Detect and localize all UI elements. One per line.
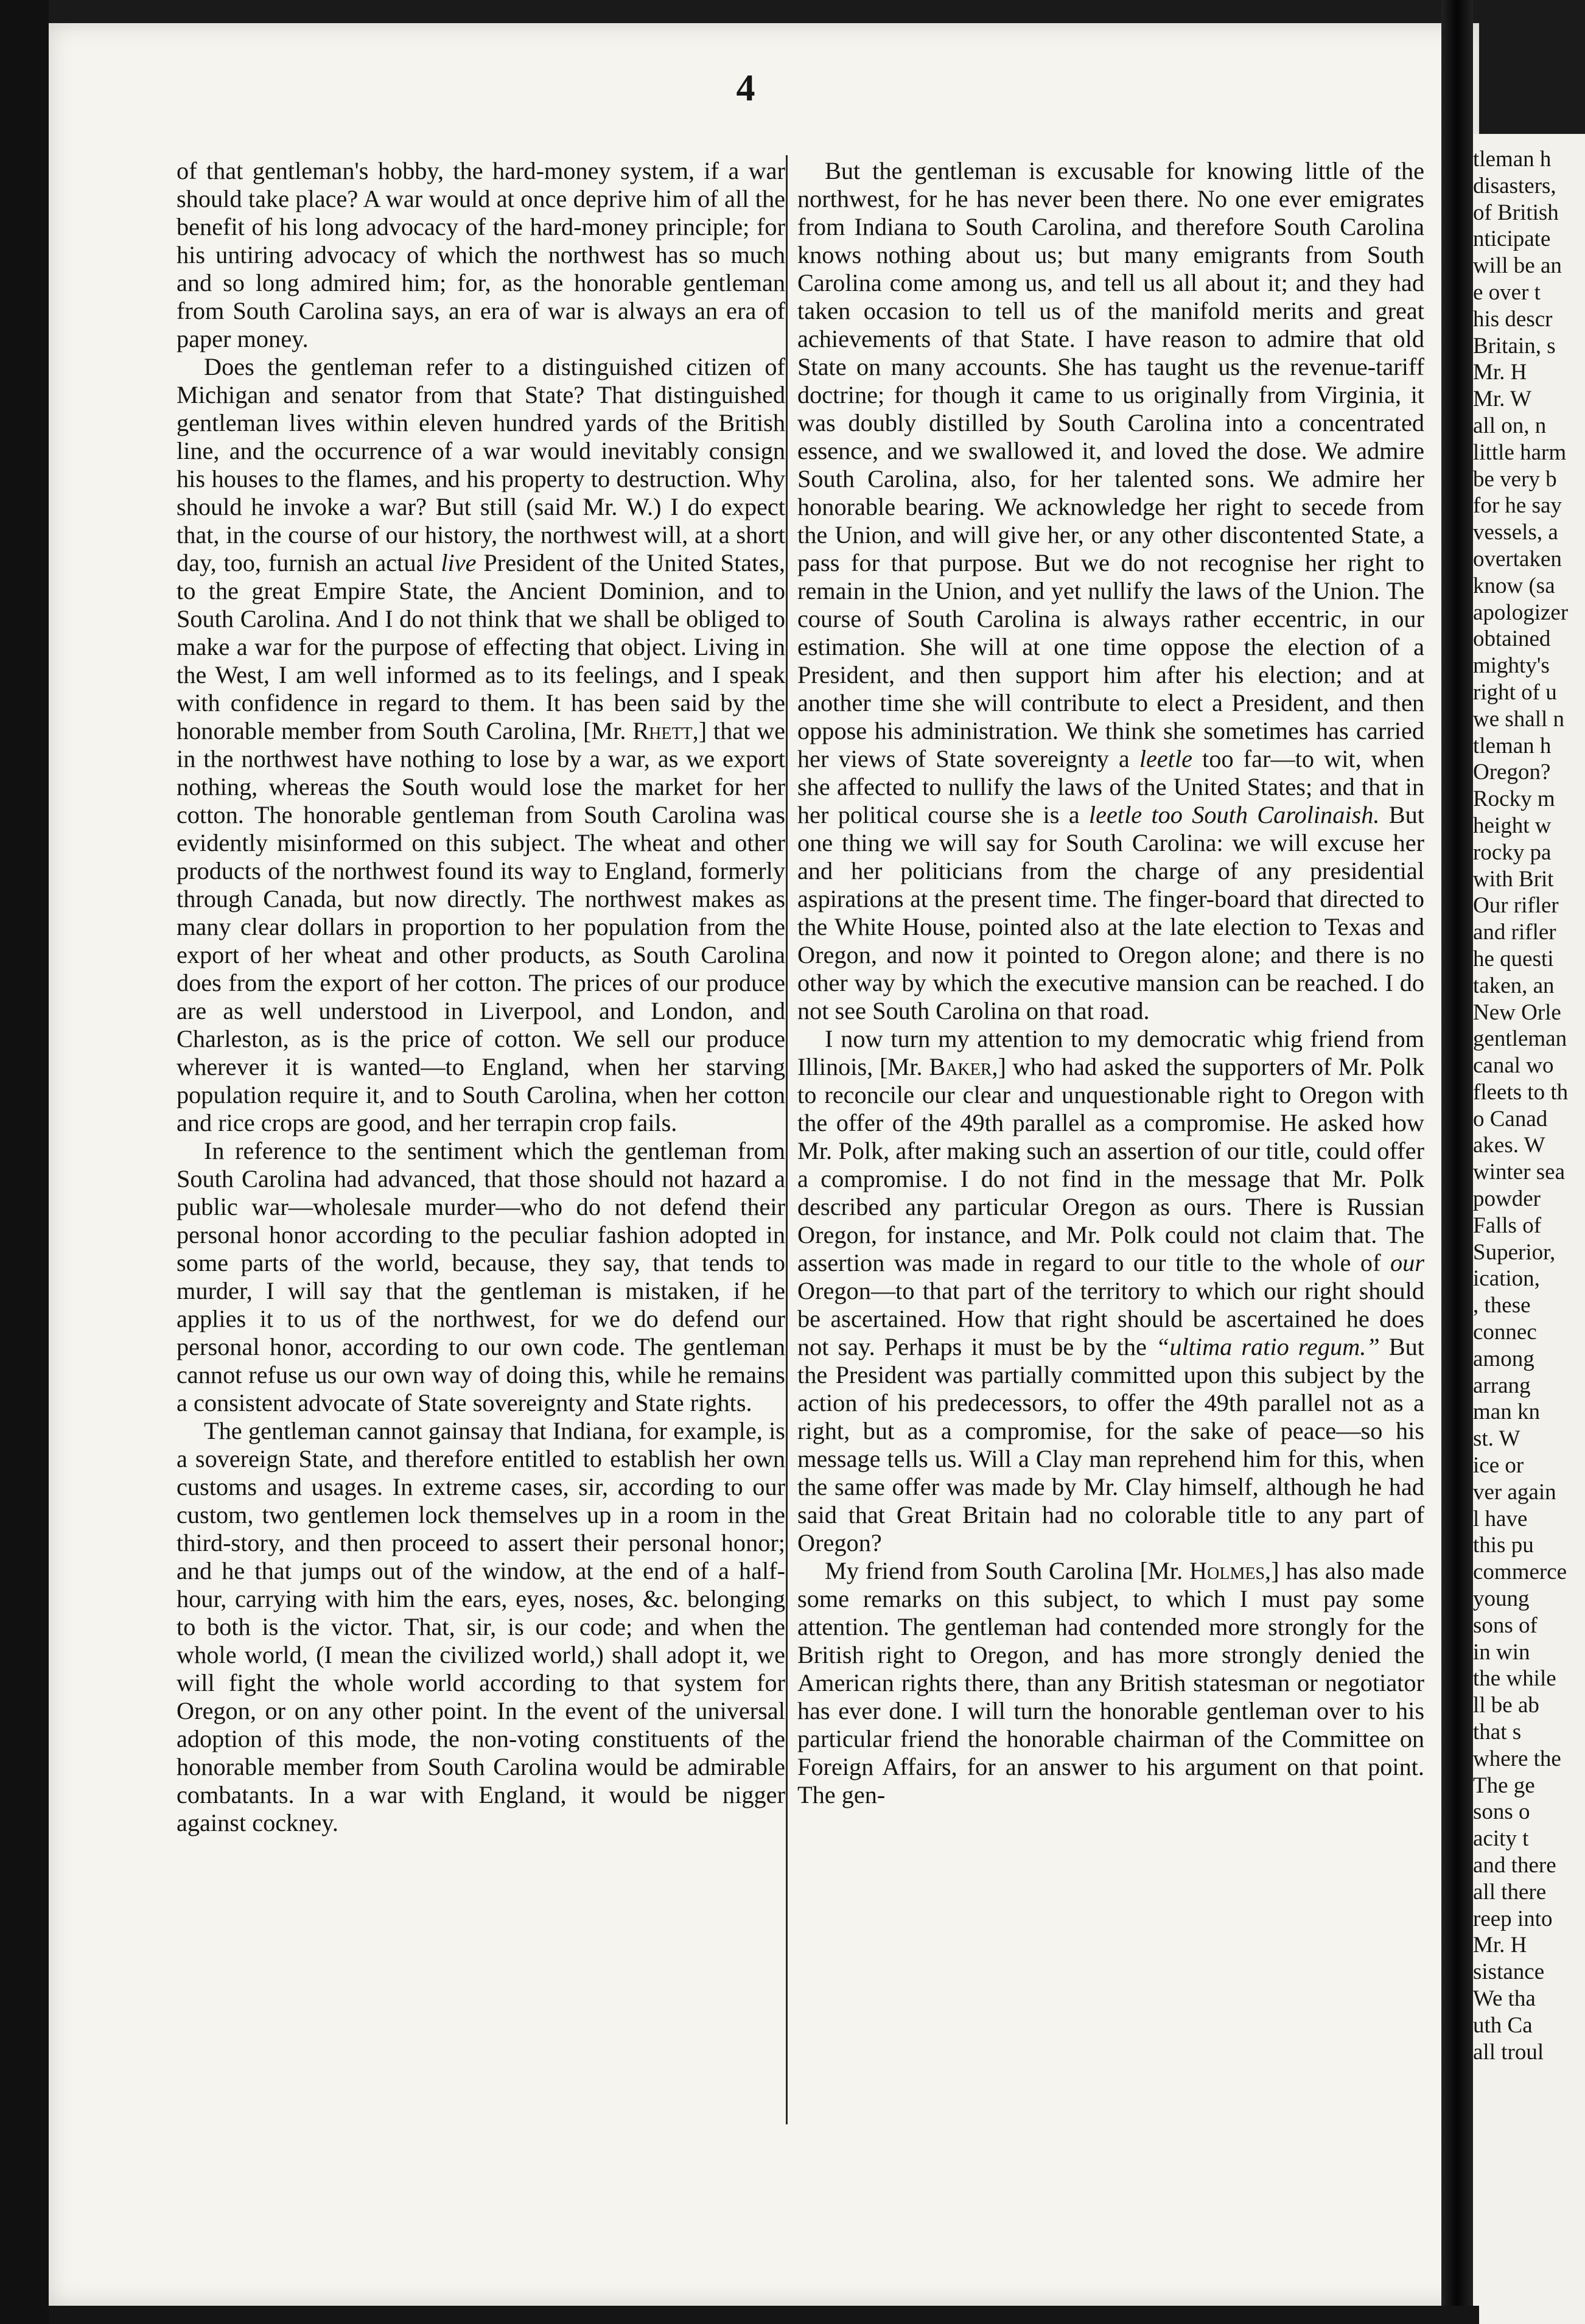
page-number: 4 — [736, 68, 755, 109]
name-rhett: Rhett, — [632, 717, 699, 744]
adjacent-page-line: Our rifler — [1473, 893, 1559, 919]
left-paragraph-2-part-a: Does the gentleman refer to a distinguished citizen of Michigan and senator from that State? That distinguished gentleman lives within eleven hundred yards of the British line, and the occurrence of a war would inevitably consign his houses to the flames, and his property to destruction. Why should he invoke a war? But still (said Mr. W.) I do expect that, in the course of our history, the northwest will, at a short day, too, furnish an actual — [177, 353, 785, 576]
adjacent-page-line: the while — [1473, 1666, 1556, 1692]
adjacent-page-text — [1473, 146, 1585, 2065]
adjacent-page-line: Mr. H — [1473, 360, 1527, 385]
adjacent-page-line: akes. W — [1473, 1133, 1545, 1158]
emphasis-leetle: leetle — [1139, 745, 1193, 772]
adjacent-page-line: Rocky m — [1473, 786, 1555, 812]
adjacent-page-line: Britain, s — [1473, 333, 1556, 359]
left-paragraph-2-part-b: President of the United States, to the great Empire State, the Ancient Dominion, and to South Carolina. And I do not think that we shall be obliged to make a war for the purpose of effecting that object. Living in the West, I am well informed as to its feelings, and I speak with confidence in regard to them. It has been said by the honorable member from South Carolina, [Mr. — [177, 549, 785, 744]
emphasis-south-carolinaish: leetle too South Carolinaish. — [1088, 801, 1380, 828]
right-paragraph-2-part-c: Oregon—to that part of the territory to which our right should be ascertained. How that right should be ascertained he does not say. Perhaps it must be by the — [797, 1277, 1424, 1360]
adjacent-page-line: powder — [1473, 1186, 1541, 1212]
scan-frame-bottom — [49, 2306, 1479, 2324]
adjacent-page-line: of British — [1473, 200, 1559, 225]
adjacent-page-line: winter sea — [1473, 1160, 1566, 1185]
adjacent-page-line: with Brit — [1473, 866, 1554, 892]
adjacent-page-line: that s — [1473, 1720, 1522, 1745]
left-paragraph-4: The gentleman cannot gainsay that Indiana, for example, is a sovereign State, and therefore entitled to establish her own customs and usages. In extreme cases, sir, according to our custom, two gentlemen lock themselves up in a room in the third-story, and then proceed to assert their personal honor; and he that jumps out of the window, at the end of a half-hour, carrying with him the ears, eyes, noses, &c. belonging to both is the victor. That, sir, is our code; and when the whole world, (I mean the civilized world,) shall adopt it, we will fight the whole world according to that system for Oregon, or on any other point. In the event of the universal adoption of this mode, the non-voting constituents of the honorable member from South Carolina would be admirable combatants. In a war with England, it would be nigger against cockney. — [177, 1417, 785, 1836]
right-paragraph-3 — [797, 1557, 1424, 1809]
adjacent-page-line: st. W — [1473, 1426, 1520, 1452]
adjacent-page-line: disasters, — [1473, 173, 1556, 198]
book-gutter — [1441, 0, 1473, 2324]
adjacent-page-line: all there — [1473, 1879, 1547, 1905]
right-paragraph-1-part-a: But the gentleman is excusable for knowing little of the northwest, for he has never been there. No one ever emigrates from Indiana to South Carolina, and therefore South Carolina knows nothing about us; but many emigrants from South Carolina come among us, and tell us all about it; and they had taken occasion to tell us of the manifold merits and great achievements of that State. I have reason to admire that old State on many accounts. She has taught us the revenue-tariff doctrine; for though it came to us originally from Virginia, it was doubly distilled by South Carolina into a concentrated essence, and we swallowed it, and loved the dose. We admire South Carolina, also, for her talented sons. We admire her honorable bearing. We acknowledge her right to secede from the Union, and will give her, or any other discontented State, a pass for that purpose. But we do not recognise her right to remain in the Union, and yet nullify the laws of the Union. The course of South Carolina is always rather eccentric, in our estimation. She will at one time oppose the election of a President, and then support him after his election; and at another time she will contribute to elect a President, and then oppose his administration. We think she sometimes has carried her views of State sovereignty a — [797, 157, 1424, 772]
adjacent-page-line: commerce — [1473, 1559, 1567, 1585]
adjacent-page-line: sistance — [1473, 1959, 1545, 1985]
right-paragraph-1 — [797, 157, 1424, 1025]
right-paragraph-2 — [797, 1025, 1424, 1557]
right-column — [797, 157, 1424, 1809]
adjacent-page-line: l have — [1473, 1506, 1528, 1531]
adjacent-page-line: and rifler — [1473, 920, 1556, 945]
adjacent-page-line: ll be ab — [1473, 1693, 1539, 1718]
adjacent-page-line: and there — [1473, 1853, 1556, 1878]
adjacent-page-line: ice or — [1473, 1453, 1524, 1479]
adjacent-page-line: New Orle — [1473, 999, 1561, 1025]
adjacent-page-line: gentleman — [1473, 1026, 1567, 1052]
right-paragraph-2-part-a: I now turn my attention to my democratic whig friend from Illinois, [Mr. — [797, 1025, 1424, 1080]
adjacent-page-line: ver again — [1473, 1479, 1556, 1505]
adjacent-page-line: taken, an — [1473, 973, 1555, 998]
adjacent-page-line: , these — [1473, 1293, 1531, 1318]
adjacent-page-line: in win — [1473, 1639, 1530, 1665]
adjacent-page-line: sons o — [1473, 1799, 1530, 1825]
column-divider — [786, 155, 788, 2124]
adjacent-page-line: Mr. W — [1473, 387, 1531, 412]
right-paragraph-3-part-a: My friend from South Carolina [Mr. — [825, 1557, 1183, 1584]
emphasis-our: our — [1390, 1249, 1425, 1276]
adjacent-page-line: e over t — [1473, 279, 1541, 305]
adjacent-page-line: fleets to th — [1473, 1079, 1569, 1105]
adjacent-page-line: young — [1473, 1586, 1530, 1612]
adjacent-page-line: Superior, — [1473, 1239, 1556, 1265]
emphasis-live: live — [441, 549, 477, 576]
adjacent-page-line: where the — [1473, 1746, 1561, 1771]
adjacent-page-line: o Canad — [1473, 1106, 1548, 1132]
left-paragraph-1: of that gentleman's hobby, the hard-money system, if a war should take place? A war would at once deprive him of all the benefit of his long advocacy of the hard-money principle; for his untiring advocacy of which the northwest has so much and so long admired him; for, as the honorable gentleman from South Carolina says, an era of war is always an era of paper money. — [177, 157, 785, 352]
adjacent-page-line: all troul — [1473, 2039, 1544, 2065]
adjacent-page-line: apologizer — [1473, 600, 1569, 625]
adjacent-page-line: will be an — [1473, 253, 1562, 279]
adjacent-page-line: nticipate — [1473, 226, 1551, 252]
adjacent-page-line: man kn — [1473, 1399, 1540, 1425]
left-paragraph-2 — [177, 353, 785, 1137]
adjacent-page-line: rocky pa — [1473, 839, 1552, 865]
adjacent-page-line: he questi — [1473, 946, 1554, 971]
adjacent-page-line: canal wo — [1473, 1053, 1554, 1079]
right-paragraph-1-part-c: But one thing we will say for South Carolina: we will excuse her and her politicians from the charge of any presidential aspirations at the present time. The finger-board that directed to the White House, pointed also at the late election to Texas and Oregon, and now it pointed to Oregon alone; and there is no other way by which the executive mansion can be reached. I do not see South Carolina on that road. — [797, 801, 1424, 1024]
adjacent-page-line: tleman h — [1473, 733, 1552, 758]
right-paragraph-3-part-b: ] has also made some remarks on this subject, to which I must pay some attention. The gentleman had contended more strongly for the British right to Oregon, and has more strongly denied the American rights there, than any British statesman or negotiator has ever done. I will turn the honorable gentleman over to his particular friend the honorable chairman of the Committee on Foreign Affairs, for an answer to his argument on that point. The gen- — [797, 1557, 1424, 1808]
adjacent-page-line: for he say — [1473, 493, 1562, 519]
adjacent-page-line: Oregon? — [1473, 760, 1551, 785]
emphasis-ultima-ratio: “ultima ratio regum.” — [1155, 1333, 1380, 1360]
adjacent-page-line: tleman h — [1473, 147, 1552, 172]
adjacent-page-line: ication, — [1473, 1266, 1540, 1292]
adjacent-page-line: connec — [1473, 1320, 1537, 1345]
adjacent-page-line: his descr — [1473, 306, 1553, 332]
adjacent-page-edge — [1473, 134, 1585, 2324]
name-baker: Baker, — [929, 1053, 998, 1080]
adjacent-page-line: we shall n — [1473, 706, 1565, 732]
adjacent-page-line: little harm — [1473, 439, 1567, 465]
left-paragraph-2-part-c: ] that we in the northwest have nothing to lose by a war, as we export nothing, whereas the South would lose the market for her cotton. The honorable gentleman from South Carolina was evidently misinformed on this subject. The wheat and other products of the northwest found its way to England, formerly through Canada, but now directly. The northwest makes as many clear dollars in proportion to her population from the export of her wheat and other products, as South Carolina does from the export of her cotton. The prices of our produce are as well understood in Liverpool, and London, and Charleston, as is the price of cotton. We sell our produce wherever it is wanted—to England, when her starving population require it, and to South Carolina, when her cotton and rice crops are good, and her terrapin crop fails. — [177, 717, 786, 1136]
right-paragraph-2-part-b: ] who had asked the supporters of Mr. Polk to reconcile our clear and unquestionable right to Oregon with the offer of the 49th parallel as a compromise. He asked how Mr. Polk, after making such an assertion of our title, could offer a compromise. I do not find in the message that Mr. Polk described any particular Oregon as ours. There is Russian Oregon, for instance, and Mr. Polk could not claim that. The assertion was made in regard to our title to the whole of — [797, 1053, 1424, 1276]
adjacent-page-line: We tha — [1473, 1986, 1536, 2011]
adjacent-page-line: know (sa — [1473, 573, 1555, 598]
adjacent-page-line: reep into — [1473, 1906, 1553, 1931]
scan-frame-left — [0, 0, 49, 2324]
adjacent-page-line: acity t — [1473, 1826, 1529, 1852]
right-paragraph-2-part-d: But the President was partially committed upon this subject by the action of his predecessors, to offer the 49th parallel not as a right, but as a compromise, for the sake of peace—so his message tells us. Will a Clay man reprehend him for this, when the same offer was made by Mr. Clay himself, although he had said that Great Britain had no colorable title to any part of Oregon? — [797, 1333, 1425, 1556]
right-paragraph-1-part-b: too far—to wit, when she affected to nullify the laws of the United States; and that in her political course she is a — [797, 745, 1425, 828]
left-column — [177, 157, 785, 1837]
adjacent-page-line: Mr. H — [1473, 1933, 1527, 1958]
adjacent-page-line: sons of — [1473, 1612, 1538, 1638]
adjacent-page-line: The ge — [1473, 1773, 1535, 1798]
adjacent-page-line: all on, n — [1473, 413, 1547, 438]
adjacent-page-line: obtained — [1473, 626, 1551, 652]
adjacent-page-line: Falls of — [1473, 1213, 1542, 1238]
adjacent-page-line: uth Ca — [1473, 2012, 1533, 2038]
adjacent-page-line: arrang — [1473, 1373, 1531, 1398]
name-holmes: Holmes, — [1189, 1557, 1272, 1584]
adjacent-page-line: this pu — [1473, 1533, 1534, 1558]
adjacent-page-line: among — [1473, 1346, 1534, 1371]
adjacent-page-line: height w — [1473, 813, 1552, 838]
adjacent-page-line: vessels, a — [1473, 520, 1558, 545]
adjacent-page-line: mighty's — [1473, 653, 1550, 679]
adjacent-page-line: be very b — [1473, 466, 1557, 492]
left-paragraph-3: In reference to the sentiment which the gentleman from South Carolina had advanced, that those should not hazard a public war—wholesale murder—who do not defend their personal honor according to the peculiar fashion adopted in some parts of the world, because, they say, that tends to murder, I will say that the gentleman is mistaken, if he applies it to us of the northwest, for we do defend our personal honor, according to our own code. The gentleman cannot refuse us our own way of doing this, while he remains a consistent advocate of State sovereignty and State rights. — [177, 1137, 785, 1416]
adjacent-page-line: right of u — [1473, 679, 1557, 705]
adjacent-page-line: overtaken — [1473, 546, 1562, 572]
